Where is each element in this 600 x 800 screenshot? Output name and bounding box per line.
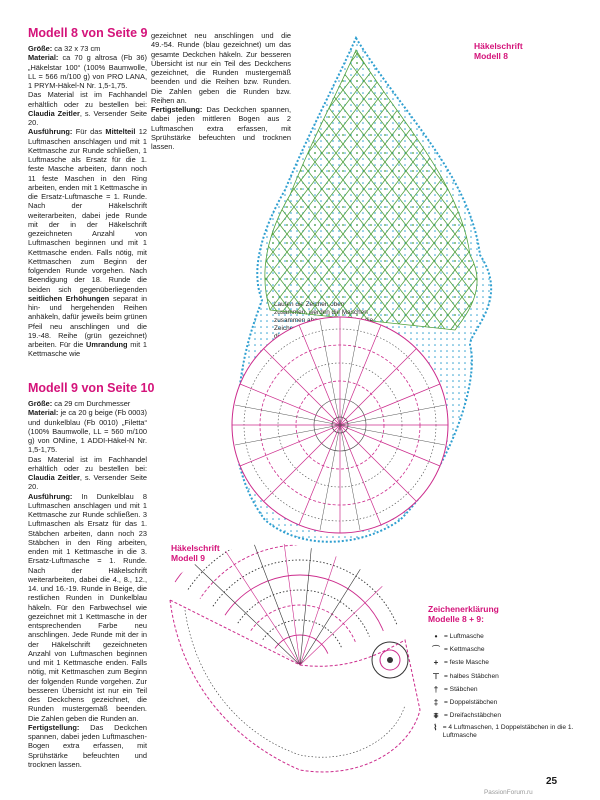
legend-row [428, 630, 596, 643]
slip-stitch-icon: ⌒ [432, 645, 440, 655]
model8-supplier-ref: , s. Versender Seite 20. [28, 108, 147, 127]
triple-treble-icon: ⩨ [433, 710, 439, 720]
legend-row [428, 724, 596, 740]
picot-treble-icon: ⌇ [433, 723, 438, 733]
model8-execution-d: mit 1 Kettmasche wie [28, 340, 148, 359]
model8-execution-a: Für das [72, 127, 106, 137]
model9-chart-label-line1: Häkelschrift [171, 543, 220, 553]
page-number: 25 [546, 776, 558, 787]
legend-row-label: = Kettmasche [444, 646, 485, 654]
legend-row-label: = halbes Stäbchen [444, 672, 499, 680]
model8-execution-b: 12 Luftmaschen anschlagen und mit 1 Kettmasche zur Runde schließen, 1 Luftmasche als Ersatz für die 1. feste Masche arbeiten, dann noch 11 feste Maschen in den Ring arbeiten, enden mit 1 Kettmasche in die Ersatz-Luftmasche = 1. Runde. Nach der Häkelschrift weiterarbeiten, dabei jede Runde mit der in der Häkelschrift gezeichneten Anzahl von Luftmaschen beginnen und mit 1 Kettmasche enden. Falls nötig, mit Kettmaschen zum Beginn der folgenden Runde vorgehen. Nach Beendigung der 18. Runde die beiden sich gegenüberliegenden [28, 127, 147, 294]
model8-material-label: Material: [28, 53, 59, 63]
model8-heading: Modell 8 von Seite 9 [28, 26, 148, 40]
footer-watermark: PassionForum.ru [484, 789, 533, 796]
legend-title-line1: Zeichenerklärung [428, 604, 499, 614]
legend-row [428, 656, 596, 669]
legend-row [428, 683, 596, 696]
model8-size-label: Größe: [28, 44, 53, 53]
legend-row [428, 709, 596, 722]
legend-row-label: = feste Masche [444, 659, 489, 667]
model8-chart-label-line1: Häkelschrift [474, 41, 523, 51]
model9-size-value: ca 29 cm Durchmesser [52, 399, 131, 408]
legend-row-label: = Stäbchen [444, 685, 478, 693]
model8-chart-label-line2: Modell 8 [474, 51, 509, 61]
legend-row-label: = Dreifachstäbchen [444, 712, 501, 720]
model9-center-flower [372, 642, 408, 678]
model8-supplier: Claudia Zeitler [28, 108, 80, 118]
model9-finishing-value: Das Deckchen spannen, dabei jeden Luftmaschen-Bogen extra erfassen, mit Sprühstärke befeuchten und trocknen lassen. [28, 722, 147, 769]
model9-heading: Modell 9 von Seite 10 [28, 381, 155, 395]
chain-stitch-icon: • [434, 632, 438, 642]
model8-execution-label: Ausführung: [28, 127, 73, 137]
model9-execution-value: In Dunkelblau 8 Luftmaschen anschlagen und mit 1 Kettmasche zur Runde schließen. 3 Luftmaschen als Ersatz für das 1. Stäbchen arbeiten, dann noch 23 Stäbchen in den Ring arbeiten, enden mit 1 Kettmasche in die 3. Ersatz-Luftmasche = 1. Runde. Nach der Häkelschrift weiterarbeiten, dabei die 4., 8., 12., 14. und 16.-19. Runde in Beige, die restlichen Runden in Dunkelblau häkeln. Für den Farbwechsel wie gezeichnet mit 1 Kettmasche in der entsprechenden Farbe neu anschlingen. Jede Runde mit der in der Häkelschrift gezeichneten Anzahl von Luftmaschen beginnen und mit 1 Kettmasche enden. Falls nötig, mit Kettmaschen zum Beginn der folgenden Runde vorgehen. Zur besseren Übersicht ist nur ein Teil des Deckchens gezeichnet, die Runden mustergemäß beenden. Die Zahlen geben die Runden an. [28, 491, 147, 723]
single-crochet-icon: + [433, 658, 439, 668]
model9-supplier-ref: , s. Versender Seite 20. [28, 473, 147, 492]
model8-finishing-label: Fertigstellung: [151, 105, 203, 114]
legend-row [428, 696, 596, 709]
legend-row-label: = 4 Luftmaschen, 1 Doppelstäbchen in die 1. Luftmasche [442, 724, 574, 740]
model9-execution-label: Ausführung: [28, 491, 73, 501]
model8-execution-middle: Mittelteil [105, 127, 136, 137]
model8-size-value: ca 32 x 73 cm [52, 44, 101, 53]
treble-crochet-icon: ‡ [433, 698, 439, 708]
model9-chart-label-line2: Modell 9 [171, 553, 206, 563]
legend-row-label: = Luftmasche [444, 633, 484, 641]
model9-finishing-label: Fertigstellung: [28, 722, 80, 732]
model9-supplier: Claudia Zeitler [28, 473, 80, 482]
legend-title-line2: Modelle 8 + 9: [428, 614, 484, 624]
model8-execution-border: Umrandung [86, 340, 128, 349]
model8-cont-text: gezeichnet neu anschlingen und die 49.-54. Runde (blau gezeichnet) um das gesamte Deckchen häkeln. Zur besseren Übersicht ist nur ein Teil des Deckchens gezeichnet, die Runden mustergemäß beenden und die Reihen bzw. Runden. Die Zahlen geben die Runden bzw. Reihen an. [151, 31, 291, 105]
legend-row [428, 670, 596, 683]
model8-material-value: ca 70 g altrosa (Fb 36) „Häkelstar 100“ (100% Baumwolle, LL = 566 m/100 g) von PRO LANA, 1 PRYM-Häkel-N Nr. 1,5-1,75. [28, 53, 147, 90]
model8-execution-c: separat in hin- und hergehenden Reihen anhäkeln, dafür jeweils beim grünen Pfeil neu anschlingen und die 19.-48. Reihe (grün gezeichnet) arbeiten. Für die [28, 293, 147, 349]
model9-material-value: je ca 20 g beige (Fb 0003) und dunkelblau (Fb 0010) „Filetta“ (100% Baumwolle, LL = 560 m/100 g) von ONline, 1 ADDI-Häkel-N Nr. 1,5-1,75. [28, 408, 147, 455]
legend-row [428, 643, 596, 656]
model8-availability: Das Material ist im Fachhandel erhältlich oder zu bestellen bei: [28, 90, 147, 109]
legend [428, 604, 596, 740]
model9-material-label: Material: [28, 408, 59, 418]
model8-finishing-value: Das Deckchen spannen, dabei jeden mittleren Bogen aus 2 Luftmaschen extra erfassen, mit Sprühstärke befeuchten und trocknen lassen. [151, 105, 291, 151]
model9-availability: Das Material ist im Fachhandel erhältlich oder zu bestellen bei: [28, 454, 147, 473]
half-double-crochet-icon: ⊤ [432, 671, 440, 681]
legend-row-label: = Doppelstäbchen [444, 699, 498, 707]
double-crochet-icon: † [433, 684, 439, 694]
model8-execution-side: seitlichen Erhöhungen [28, 293, 110, 303]
model9-size-label: Größe: [28, 399, 53, 408]
